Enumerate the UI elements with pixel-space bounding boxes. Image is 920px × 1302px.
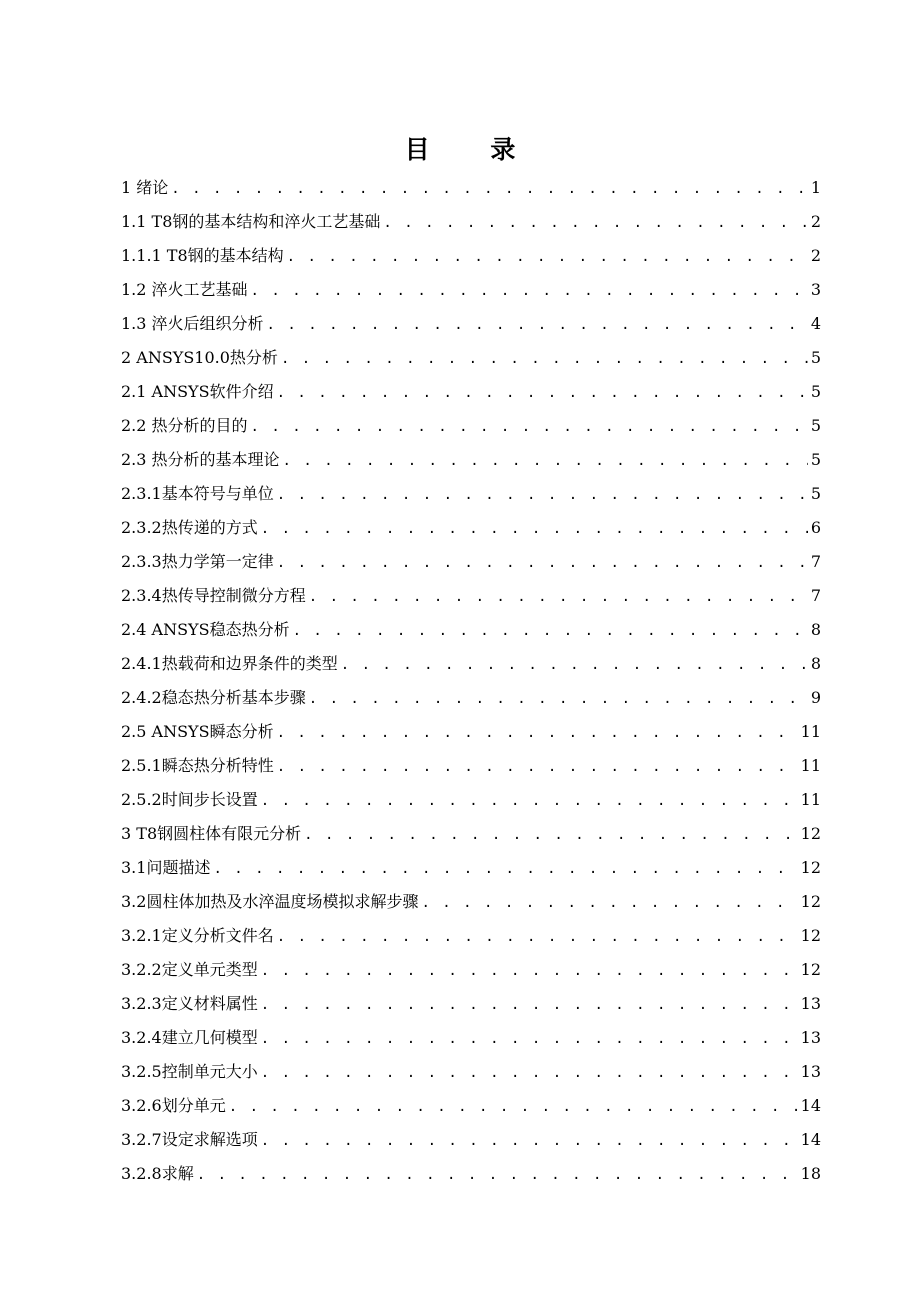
toc-dot-leader xyxy=(251,274,808,308)
toc-dot-leader xyxy=(261,1124,798,1158)
toc-entry[interactable] xyxy=(121,239,821,273)
toc-page-number: 18 xyxy=(800,1164,821,1183)
toc-dot-leader xyxy=(261,1022,798,1056)
toc-dot-leader xyxy=(277,920,798,954)
toc-entry-label: 3.2.8求解 xyxy=(121,1164,194,1183)
toc-dot-leader xyxy=(277,716,798,750)
toc-entry[interactable] xyxy=(121,715,821,749)
toc-page-number: 7 xyxy=(810,586,821,605)
toc-entry[interactable] xyxy=(121,1089,821,1123)
toc-list xyxy=(121,171,821,1191)
toc-dot-leader xyxy=(309,580,808,614)
toc-entry[interactable] xyxy=(121,1021,821,1055)
toc-entry[interactable] xyxy=(121,443,821,477)
toc-entry[interactable] xyxy=(121,953,821,987)
toc-page-number: 3 xyxy=(810,280,821,299)
toc-page-number: 13 xyxy=(800,994,821,1013)
toc-entry[interactable] xyxy=(121,579,821,613)
toc-page-number: 12 xyxy=(800,892,821,911)
toc-entry-label: 1.1.1 T8钢的基本结构 xyxy=(121,246,284,265)
toc-entry[interactable] xyxy=(121,613,821,647)
toc-entry-label: 1.1 T8钢的基本结构和淬火工艺基础 xyxy=(121,212,381,231)
toc-entry-label: 2.4 ANSYS稳态热分析 xyxy=(121,620,290,639)
toc-entry[interactable] xyxy=(121,1123,821,1157)
toc-entry[interactable] xyxy=(121,885,821,919)
toc-dot-leader xyxy=(277,376,808,410)
toc-page-number: 2 xyxy=(810,246,821,265)
toc-page-number: 13 xyxy=(800,1062,821,1081)
toc-entry[interactable] xyxy=(121,307,821,341)
toc-entry-label: 1.3 淬火后组织分析 xyxy=(121,314,264,333)
toc-page-number: 11 xyxy=(800,790,821,809)
toc-page-number: 6 xyxy=(810,518,821,537)
toc-entry[interactable] xyxy=(121,545,821,579)
toc-entry-label: 2.5.1瞬态热分析特性 xyxy=(121,756,274,775)
toc-page-number: 11 xyxy=(800,722,821,741)
toc-dot-leader xyxy=(197,1158,798,1192)
toc-entry[interactable] xyxy=(121,851,821,885)
toc-entry-label: 2.4.1热载荷和边界条件的类型 xyxy=(121,654,338,673)
toc-entry-label: 3.2圆柱体加热及水淬温度场模拟求解步骤 xyxy=(121,892,419,911)
toc-page-number: 5 xyxy=(810,382,821,401)
toc-page-number: 8 xyxy=(810,654,821,673)
toc-entry-label: 2 ANSYS10.0热分析 xyxy=(121,348,278,367)
toc-entry[interactable] xyxy=(121,171,821,205)
toc-entry-label: 3.2.3定义材料属性 xyxy=(121,994,258,1013)
toc-dot-leader xyxy=(283,444,808,478)
toc-dot-leader xyxy=(171,172,808,206)
toc-entry-label: 1 绪论 xyxy=(121,178,169,197)
toc-page-number: 7 xyxy=(810,552,821,571)
toc-dot-leader xyxy=(277,478,808,512)
toc-entry[interactable] xyxy=(121,817,821,851)
toc-dot-leader xyxy=(304,818,798,852)
toc-entry[interactable] xyxy=(121,1157,821,1191)
toc-page-number: 4 xyxy=(810,314,821,333)
toc-page-number: 11 xyxy=(800,756,821,775)
toc-entry-label: 3.2.2定义单元类型 xyxy=(121,960,258,979)
toc-entry[interactable] xyxy=(121,273,821,307)
toc-entry-label: 2.3.4热传导控制微分方程 xyxy=(121,586,306,605)
toc-entry-label: 3 T8钢圆柱体有限元分析 xyxy=(121,824,302,843)
toc-page-number: 9 xyxy=(810,688,821,707)
toc-entry[interactable] xyxy=(121,511,821,545)
toc-dot-leader xyxy=(309,682,808,716)
toc-entry[interactable] xyxy=(121,477,821,511)
toc-dot-leader xyxy=(261,988,798,1022)
toc-entry[interactable] xyxy=(121,205,821,239)
toc-entry[interactable] xyxy=(121,987,821,1021)
toc-entry[interactable] xyxy=(121,341,821,375)
toc-page-number: 12 xyxy=(800,824,821,843)
toc-entry-label: 2.1 ANSYS软件介绍 xyxy=(121,382,274,401)
toc-entry-label: 3.2.4建立几何模型 xyxy=(121,1028,258,1047)
toc-entry[interactable] xyxy=(121,1055,821,1089)
toc-dot-leader xyxy=(277,546,808,580)
toc-page-number: 14 xyxy=(800,1096,821,1115)
toc-page-number: 2 xyxy=(810,212,821,231)
toc-dot-leader xyxy=(383,206,807,240)
toc-entry-label: 2.3.3热力学第一定律 xyxy=(121,552,274,571)
toc-page-number: 1 xyxy=(810,178,821,197)
toc-dot-leader xyxy=(261,784,798,818)
toc-entry[interactable] xyxy=(121,647,821,681)
toc-entry-label: 2.5.2时间步长设置 xyxy=(121,790,258,809)
toc-entry-label: 2.2 热分析的目的 xyxy=(121,416,248,435)
toc-entry-label: 3.2.1定义分析文件名 xyxy=(121,926,274,945)
toc-dot-leader xyxy=(293,614,808,648)
toc-entry-label: 2.3.2热传递的方式 xyxy=(121,518,258,537)
toc-dot-leader xyxy=(341,648,808,682)
toc-page-number: 5 xyxy=(810,416,821,435)
toc-entry-label: 2.4.2稳态热分析基本步骤 xyxy=(121,688,306,707)
toc-entry-label: 2.5 ANSYS瞬态分析 xyxy=(121,722,274,741)
toc-dot-leader xyxy=(213,852,797,886)
toc-entry-label: 3.2.6划分单元 xyxy=(121,1096,226,1115)
toc-entry[interactable] xyxy=(121,409,821,443)
toc-dot-leader xyxy=(267,308,808,342)
toc-page-number: 5 xyxy=(810,450,821,469)
toc-dot-leader xyxy=(261,954,798,988)
toc-entry[interactable] xyxy=(121,783,821,817)
toc-page-number: 5 xyxy=(810,348,821,367)
toc-page-number: 14 xyxy=(800,1130,821,1149)
toc-entry-label: 3.2.7设定求解选项 xyxy=(121,1130,258,1149)
toc-entry-label: 3.1问题描述 xyxy=(121,858,211,877)
toc-page-number: 5 xyxy=(810,484,821,503)
page-title: 目 录 xyxy=(404,135,542,164)
toc-page-number: 12 xyxy=(800,960,821,979)
toc-dot-leader xyxy=(281,342,808,376)
toc-page-number: 12 xyxy=(800,858,821,877)
toc-entry[interactable] xyxy=(121,681,821,715)
toc-entry-label: 3.2.5控制单元大小 xyxy=(121,1062,258,1081)
toc-page-number: 12 xyxy=(800,926,821,945)
toc-dot-leader xyxy=(229,1090,798,1124)
toc-entry-label: 2.3 热分析的基本理论 xyxy=(121,450,280,469)
toc-page-number: 8 xyxy=(810,620,821,639)
toc-dot-leader xyxy=(421,886,797,920)
toc-page-number: 13 xyxy=(800,1028,821,1047)
toc-dot-leader xyxy=(277,750,798,784)
toc-dot-leader xyxy=(287,240,808,274)
toc-dot-leader xyxy=(261,512,808,546)
toc-entry[interactable] xyxy=(121,919,821,953)
toc-entry[interactable] xyxy=(121,749,821,783)
toc-entry-label: 1.2 淬火工艺基础 xyxy=(121,280,248,299)
toc-entry[interactable] xyxy=(121,375,821,409)
toc-dot-leader xyxy=(251,410,808,444)
toc-entry-label: 2.3.1基本符号与单位 xyxy=(121,484,274,503)
toc-dot-leader xyxy=(261,1056,798,1090)
